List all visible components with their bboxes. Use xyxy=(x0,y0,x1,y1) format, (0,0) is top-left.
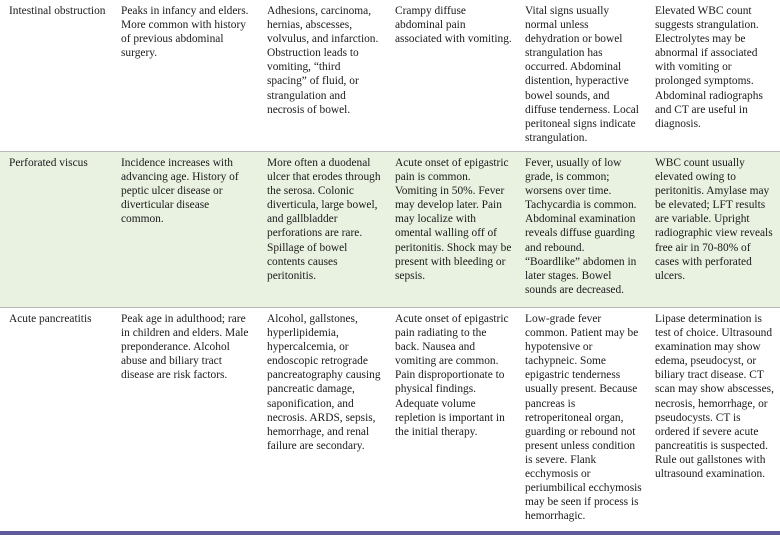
diagnostics-cell: Elevated WBC count suggests strangulation. Electrolytes may be abnormal if associated with vomiting or prolonged symptoms. Abdominal radiographs and CT are useful in diagnosis. xyxy=(646,0,780,151)
diagnostics-cell: WBC count usually elevated owing to peritonitis. Amylase may be elevated; LFT results are variable. Upright radiographic view reveals free air in 70-80% of cases with perforated ulcers. xyxy=(646,151,780,307)
exam-cell: Vital signs usually normal unless dehydration or bowel strangulation has occurred. Abdominal distention, hyperactive bowel sounds, and diffuse tenderness. Local peritoneal signs indicate strangulation. xyxy=(516,0,646,151)
condition-cell: Intestinal obstruction xyxy=(0,0,112,151)
pain-cell: Crampy diffuse abdominal pain associated with vomiting. xyxy=(386,0,516,151)
demographics-cell: Incidence increases with advancing age. History of peptic ulcer disease or diverticular disease common. xyxy=(112,151,258,307)
exam-cell: Fever, usually of low grade, is common; worsens over time. Tachycardia is common. Abdominal examination reveals diffuse guarding and rebound. “Boardlike” abdomen in later stages. Bowel sounds are decreased. xyxy=(516,151,646,307)
table-row xyxy=(0,0,780,151)
table-row xyxy=(0,307,780,529)
pain-cell: Acute onset of epigastric pain radiating to the back. Nausea and vomiting are common. Pain disproportionate to physical findings. Adequate volume repletion is important in the initial therapy. xyxy=(386,307,516,529)
diagnostics-cell: Lipase determination is test of choice. Ultrasound examination may show edema, pseudocyst, or biliary tract disease. CT scan may show abscesses, necrosis, hemorrhage, or pseudocysts. CT is ordered if severe acute pancreatitis is suspected. Rule out gallstones with ultrasound examination. xyxy=(646,307,780,529)
condition-cell: Perforated viscus xyxy=(0,151,112,307)
demographics-cell: Peaks in infancy and elders. More common with history of previous abdominal surgery. xyxy=(112,0,258,151)
etiology-cell: More often a duodenal ulcer that erodes through the serosa. Colonic diverticula, large bowel, and gallbladder perforations are rare. Spillage of bowel contents causes peritonitis. xyxy=(258,151,386,307)
exam-cell: Low-grade fever common. Patient may be hypotensive or tachypneic. Some epigastric tenderness usually present. Because pancreas is retroperitoneal organ, guarding or rebound not present unless condition is severe. Flank ecchymosis or periumbilical ecchymosis may be seen if process is hemorrhagic. xyxy=(516,307,646,529)
pain-cell: Acute onset of epigastric pain is common. Vomiting in 50%. Fever may develop later. Pain may localize with omental walling off of peritonitis. Shock may be present with bleeding or sepsis. xyxy=(386,151,516,307)
condition-cell: Acute pancreatitis xyxy=(0,307,112,529)
etiology-cell: Alcohol, gallstones, hyperlipidemia, hypercalcemia, or endoscopic retrograde pancreatography causing pancreatic damage, saponification, and necrosis. ARDS, sepsis, hemorrhage, and renal failure are secondary. xyxy=(258,307,386,529)
table-row xyxy=(0,151,780,307)
table-bottom-rule xyxy=(0,531,780,535)
etiology-cell: Adhesions, carcinoma, hernias, abscesses, volvulus, and infarction. Obstruction leads to vomiting, “third spacing” of fluid, or strangulation and necrosis of bowel. xyxy=(258,0,386,151)
demographics-cell: Peak age in adulthood; rare in children and elders. Male preponderance. Alcohol abuse and biliary tract disease are risk factors. xyxy=(112,307,258,529)
